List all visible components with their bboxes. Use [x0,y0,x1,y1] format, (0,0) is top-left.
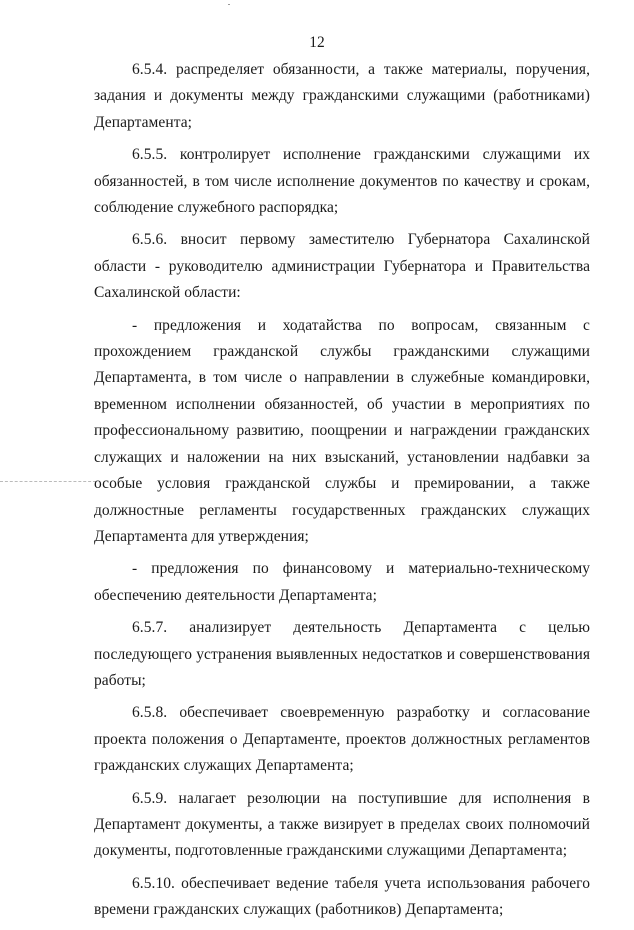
paragraph-6-5-4: 6.5.4. распределяет обязанности, а также материалы, поручения, задания и документы между гражданскими служащими (работниками) Департамента; [94,61,590,131]
paragraph-proposals: - предложения и ходатайства по вопросам, связанным с прохождением гражданской службы гражданскими служащими Департамента, в том числе о направлении в служебные командировки, временном исполнении обязанностей, об участии в мероприятиях по профессиональному развитию, поощрении и награждении гражданских служащих и наложении на них взысканий, установлении надбавки за особые условия гражданской службы и премировании, а также должностные регламенты государственных гражданских служащих Департамента для утверждения; [94,316,590,545]
paragraph-financial-proposals: - предложения по финансовому и материально-техническому обеспечению деятельности Департамента; [94,560,590,604]
paragraph-6-5-5: 6.5.5. контролирует исполнение гражданскими служащими их обязанностей, в том числе исполнение документов по качеству и срокам, соблюдение служебного распорядка; [94,146,590,217]
paragraph-6-5-8: 6.5.8. обеспечивает своевременную разработку и согласование проекта положения о Департаменте, проектов должностных регламентов гражданских служащих Департамента; [94,704,590,775]
paragraph-6-5-7: 6.5.7. анализирует деятельность Департамента с целью последующего устранения выявленных недостатков и совершенствования работы; [94,619,590,689]
paragraph-6-5-6: 6.5.6. вносит первому заместителю Губернатора Сахалинской области - руководителю администрации Губернатора и Правительства Сахалинской области: [94,231,590,302]
paragraph-6-5-9: 6.5.9. налагает резолюции на поступившие для исполнения в Департамент документы, а также визирует в пределах своих полномочий документы, подготовленные гражданскими служащими Департамента; [94,789,590,860]
margin-mark [0,481,96,482]
paragraph-6-5-10: 6.5.10. обеспечивает ведение табеля учета использования рабочего времени гражданских служащих (работников) Департамента; [94,874,590,919]
page-number: 12 [309,34,325,51]
document-body [94,57,590,930]
scan-speck [228,4,230,5]
